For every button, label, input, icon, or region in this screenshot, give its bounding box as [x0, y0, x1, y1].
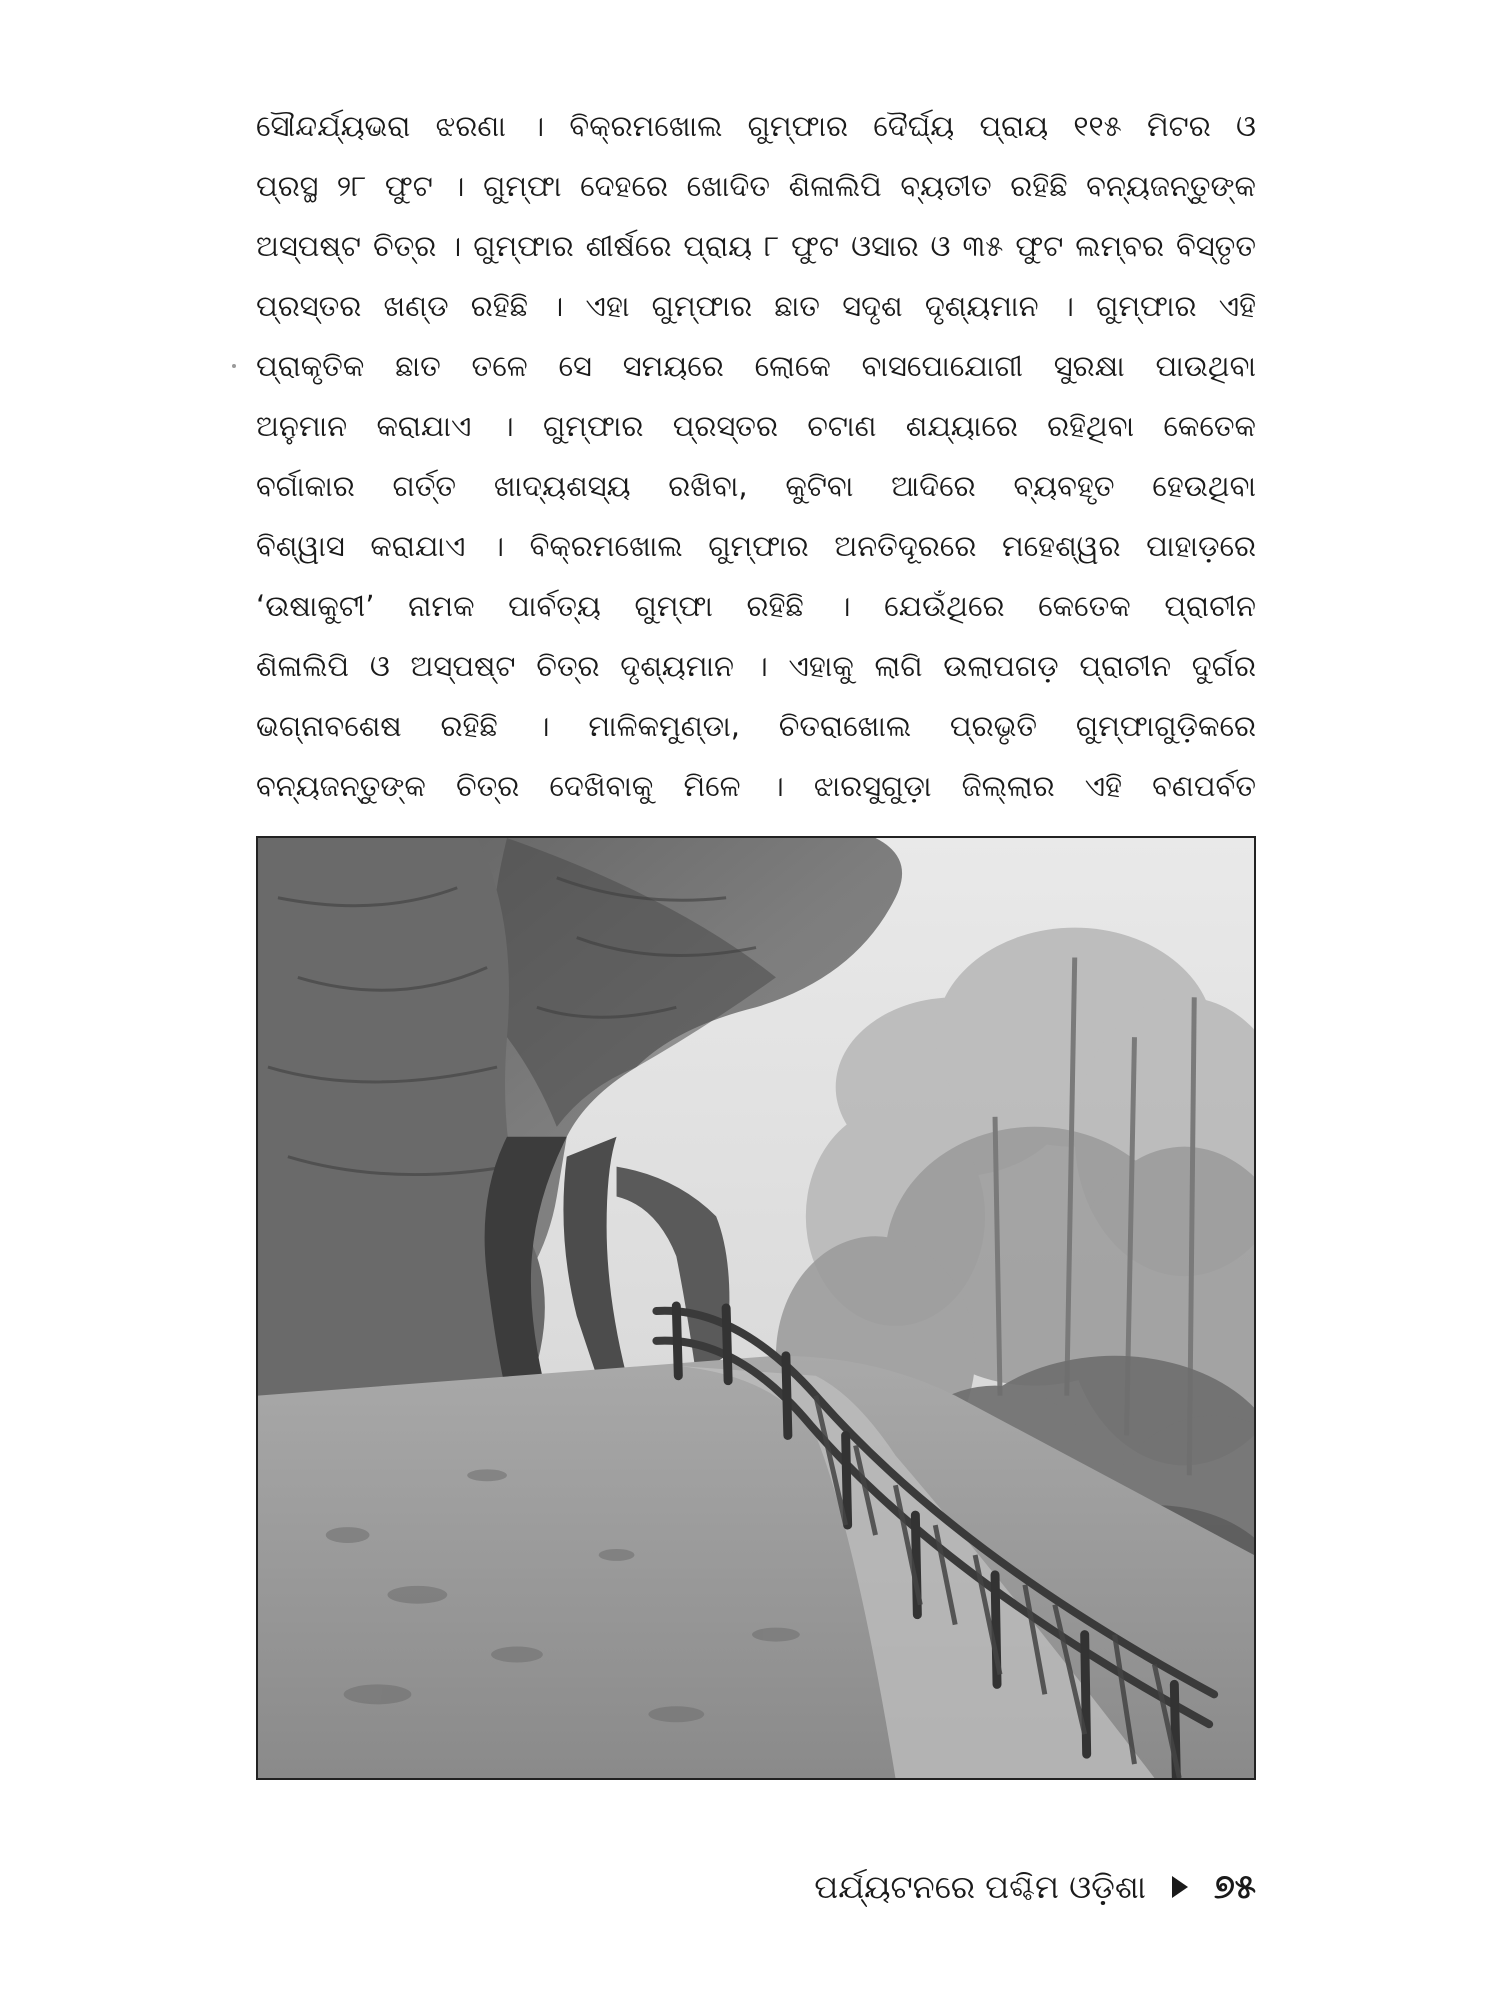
text-line: ପ୍ରାକୃତିକ ଛାତ ତଳେ ସେ ସମୟରେ ଲୋକେ ବାସପୋଯୋଗୀ ସୁରକ୍ଷା ପାଉଥିବା	[256, 349, 1256, 383]
text-line: ବର୍ଗାକାର ଗର୍ତ୍ତ ଖାଦ୍ୟଶସ୍ୟ ରଖିବା, କୁଟିବା ଆଦିରେ ବ୍ୟବହୃତ ହେଉଥିବା	[256, 469, 1256, 503]
cave-photo-illustration	[258, 838, 1254, 1778]
text-line: ବନ୍ୟଜନ୍ତୁଙ୍କ ଚିତ୍ର ଦେଖିବାକୁ ମିଳେ । ଝାରସୁଗୁଡ଼ା ଜିଲ୍ଲାର ଏହି ବଣପର୍ବତ	[256, 769, 1256, 803]
text-line: ଅସ୍ପଷ୍ଟ ଚିତ୍ର । ଗୁମ୍ଫାର ଶୀର୍ଷରେ ପ୍ରାୟ ୮ ଫୁଟ ଓସାର ଓ ୩୫ ଫୁଟ ଲମ୍ବର ବିସ୍ତୃତ	[256, 229, 1256, 263]
triangle-right-icon	[1172, 1876, 1188, 1898]
text-line: ପ୍ରସ୍ତର ଖଣ୍ଡ ରହିଛି । ଏହା ଗୁମ୍ଫାର ଛାତ ସଦୃଶ ଦୃଶ୍ୟମାନ । ଗୁମ୍ଫାର ଏହି	[256, 289, 1256, 323]
page-footer	[700, 1862, 1256, 1912]
scan-speck	[232, 364, 236, 368]
text-line: ପ୍ରସ୍ଥ ୨୮ ଫୁଟ । ଗୁମ୍ଫା ଦେହରେ ଖୋଦିତ ଶିଳାଲିପି ବ୍ୟତୀତ ରହିଛି ବନ୍ୟଜନ୍ତୁଙ୍କ	[256, 169, 1256, 203]
text-line: ‘ଉଷାକୁଟୀ’ ନାମକ ପାର୍ବତ୍ୟ ଗୁମ୍ଫା ରହିଛି । ଯେଉଁଥିରେ କେତେକ ପ୍ରାଚୀନ	[256, 589, 1256, 623]
cave-photograph	[256, 836, 1256, 1780]
page-number: ୭୫	[1213, 1867, 1256, 1907]
text-line: ବିଶ୍ୱାସ କରାଯାଏ । ବିକ୍ରମଖୋଲ ଗୁମ୍ଫାର ଅନତିଦୂରରେ ମହେଶ୍ୱର ପାହାଡ଼ରେ	[256, 529, 1256, 563]
running-title: ପର୍ଯ୍ୟଟନରେ ପଶ୍ଚିମ ଓଡ଼ିଶା	[814, 1868, 1146, 1906]
text-line: ଭଗ୍ନାବଶେଷ ରହିଛି । ମାଳିକମୁଣ୍ଡା, ଚିତରାଖୋଲ ପ୍ରଭୃତି ଗୁମ୍ଫାଗୁଡ଼ିକରେ	[256, 709, 1256, 743]
text-line: ଶିଳାଲିପି ଓ ଅସ୍ପଷ୍ଟ ଚିତ୍ର ଦୃଶ୍ୟମାନ । ଏହାକୁ ଲାଗି ଉଲାପଗଡ଼ ପ୍ରାଚୀନ ଦୁର୍ଗର	[256, 649, 1256, 683]
text-line: ଅନୁମାନ କରାଯାଏ । ଗୁମ୍ଫାର ପ୍ରସ୍ତର ଚଟାଣ ଶଯ୍ୟାରେ ରହିଥିବା କେତେକ	[256, 409, 1256, 443]
body-text	[256, 96, 1256, 816]
text-line: ସୌନ୍ଦର୍ଯ୍ୟଭରା ଝରଣା । ବିକ୍ରମଖୋଲ ଗୁମ୍ଫାର ଦୈର୍ଘ୍ୟ ପ୍ରାୟ ୧୧୫ ମିଟର ଓ	[256, 109, 1256, 143]
